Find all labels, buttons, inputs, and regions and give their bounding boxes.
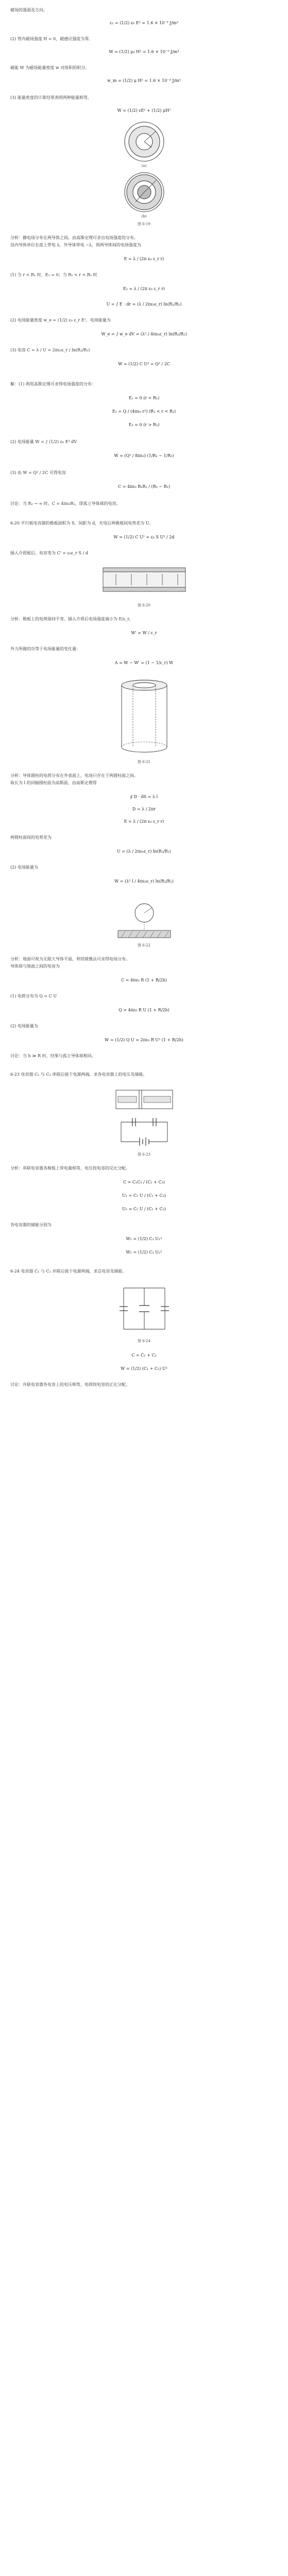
figure-series-circuit [111, 1086, 178, 1148]
figure-caption: 图 6-23 [138, 1153, 150, 1157]
equation: W₁ = (1/2) C₁ U₁² [126, 1236, 162, 1241]
text-line: 插入介质板后，电容变为 C' = ε₀ε_r S / d [10, 551, 88, 555]
text-line: 分析：静电场分布在两导体之间，由高斯定理可求出电场强度的分布。 [10, 235, 138, 240]
equation: ε₁ = (1/2) ε₀ E² = 1.6 × 10⁻³ J/m³ [110, 21, 178, 25]
text-line: 导体球与地面之间的电容为 [10, 964, 60, 969]
figure-coaxial-a [123, 121, 165, 163]
figure-caption: 图 6-24 [138, 1339, 150, 1343]
text-line: 解：(1) 利用高斯定理可求得电场强度的分布： [10, 382, 96, 386]
equation: W = (1/2) μ₀ H² = 1.6 × 10⁻³ J/m³ [109, 49, 179, 54]
text-line: 6-23 电容器 C₁ 与 C₂ 串联后接于电源两端，求各电容器上的电压及储能。 [10, 1072, 147, 1077]
figure-sphere-ground [116, 899, 173, 940]
equation: W = (1/2) C U² = ε₀ S U² / 2d [113, 535, 175, 539]
equation: E = λ / (2π ε₀ ε_r r) [124, 819, 164, 824]
text-line: 6-24 电容器 C₁ 与 C₂ 并联后接于电源两端，求总电容及储能。 [10, 1269, 127, 1274]
equation: U₁ = C₂ U / (C₁ + C₂) [122, 1193, 166, 1198]
text-line: 6-20 平行板电容器的极板面积为 S，间距为 d，充电后两极板间电势差为 U。 [10, 521, 154, 526]
equation: w_m = (1/2) μ H² = 1.6 × 10⁻³ J/m³ [107, 78, 181, 83]
equation: W_e = ∫ w_e dV = (λ² / 4πε₀ε_r) ln(R₂/R₁) [101, 332, 187, 336]
text-line: 分析：导体圆柱的电荷分布在外表面上，电场只存在于两圆柱面之间。 [10, 773, 138, 778]
equation: W = (1/2) Q U = 2πε₀ R U² (1 + R/2h) [105, 1038, 183, 1042]
text-line: (3) 由 W = Q² / 2C 可得电容 [10, 470, 66, 475]
figure-cylinder [118, 678, 170, 755]
equation: W = (1/2) C U² = Q² / 2C [118, 362, 170, 366]
equation: W = (1/2) (C₁ + C₂) U² [121, 1366, 167, 1371]
text-line: 各电容器的储能分别为 [10, 1223, 52, 1227]
equation: C = 4πε₀ R₁R₂ / (R₂ − R₁) [118, 484, 170, 489]
text-line: 外力所做的功等于电场能量的变化量： [10, 647, 80, 651]
text-line: (3) 能量密度的计算结果表明两种能量相等。 [10, 95, 92, 100]
figure-label: (b) [141, 214, 147, 218]
figure-caption: 图 6-20 [138, 603, 150, 607]
text-line: 两圆柱面间的电势差为 [10, 835, 52, 840]
figure-label: (a) [141, 164, 147, 168]
text-line: (2) 电场能量为 [10, 865, 38, 870]
text-line: (2) 电场能量为 [10, 1024, 38, 1028]
equation: W₂ = (1/2) C₂ U₂² [126, 1250, 162, 1255]
text-line: (2) 管内磁场强度 H = 0，磁感应强度为零。 [10, 37, 93, 41]
equation: A = W − W' = (1 − 1/ε_r) W [114, 660, 174, 665]
equation: U = (λ / 2πε₀ε_r) ln(R₂/R₁) [117, 849, 171, 854]
text-line: 取长为 l 的同轴圆柱面为高斯面，由高斯定理得 [10, 781, 97, 785]
text-line: 磁场的强弱及方向。 [10, 8, 47, 12]
text-line: 分析：极板上的电荷保持不变，插入介质后电场强度减小为 E/ε_r。 [10, 617, 134, 621]
text-line: 磁能 W 为磁场能量密度 w 对体积的积分。 [10, 65, 90, 70]
equation: Q = 4πε₀ R U (1 + R/2h) [118, 1008, 170, 1012]
equation: E₂ = Q / (4πε₀ r²) (R₁ < r < R₂) [112, 409, 176, 414]
text-line: 讨论：并联电容器各电容上的电压相等，电荷按电容的正比分配。 [10, 1382, 130, 1387]
text-line: (2) 电场能量 W = ∫ (1/2) ε₀ E² dV [10, 439, 77, 444]
equation: D = λ / 2πr [132, 807, 156, 811]
equation: W = (λ² l / 4πε₀ε_r) ln(R₂/R₁) [114, 879, 174, 884]
figure-caption: 图 6-21 [138, 760, 150, 764]
text-line: (1) 当 r < R₁ 时，E₁ = 0；当 R₁ < r < R₂ 时 [10, 273, 97, 277]
equation: W = (1/2) εE² + (1/2) μH² [117, 108, 171, 113]
figure-dielectric-slab [100, 564, 188, 600]
equation: E₁ = 0 (r < R₁) [128, 396, 160, 400]
figure-caption: 图 6-22 [138, 943, 150, 947]
equation: C = 4πε₀ R (1 + R/2h) [121, 978, 167, 982]
equation: C = C₁ + C₂ [131, 1353, 157, 1358]
text-line: 设内导体单位长度上带电 λ，外导体带电 −λ，则两导体间的电场强度为 [10, 243, 141, 247]
text-line: 讨论：当 h ≫ R 时，结果与孤立导体球相同。 [10, 1054, 96, 1058]
equation: E₃ = 0 (r > R₂) [128, 422, 160, 427]
text-line: 分析：串联电容器各极板上带电量相等，电压按电容的反比分配。 [10, 1166, 130, 1171]
figure-coaxial-b [123, 171, 165, 213]
equation: U = ∫ E · dr = (λ / 2πε₀ε_r) ln(R₂/R₁) [106, 302, 182, 307]
equation: W = (Q² / 8πε₀) (1/R₁ − 1/R₂) [114, 453, 174, 458]
equation: W' = W / ε_r [131, 631, 157, 635]
equation: E = λ / (2π ε₀ ε_r r) [124, 257, 164, 261]
text-line: (1) 电荷分布为 Q = C U [10, 994, 57, 998]
text-line: (3) 电容 C = λ / U = 2πε₀ε_r / ln(R₂/R₁) [10, 348, 90, 352]
text-line: 讨论：当 R₂ → ∞ 时，C = 4πε₀R₁，即孤立导体球的电容。 [10, 501, 121, 506]
equation: ∮ D · dS = λ l [130, 794, 158, 799]
figure-caption: 图 6-19 [138, 222, 150, 226]
equation: C = C₁C₂ / (C₁ + C₂) [123, 1180, 165, 1184]
figure-parallel-circuit [116, 1283, 173, 1334]
text-line: (2) 电场能量密度 w_e = (1/2) ε₀ ε_r E²，电场能量为 [10, 318, 111, 323]
equation: U₂ = C₁ U / (C₁ + C₂) [122, 1207, 166, 1211]
equation: E₂ = λ / (2π ε₀ ε_r r) [123, 286, 165, 291]
text-line: 分析：地面可视为无限大导体平面，利用镜像法可求得电场分布。 [10, 957, 130, 961]
